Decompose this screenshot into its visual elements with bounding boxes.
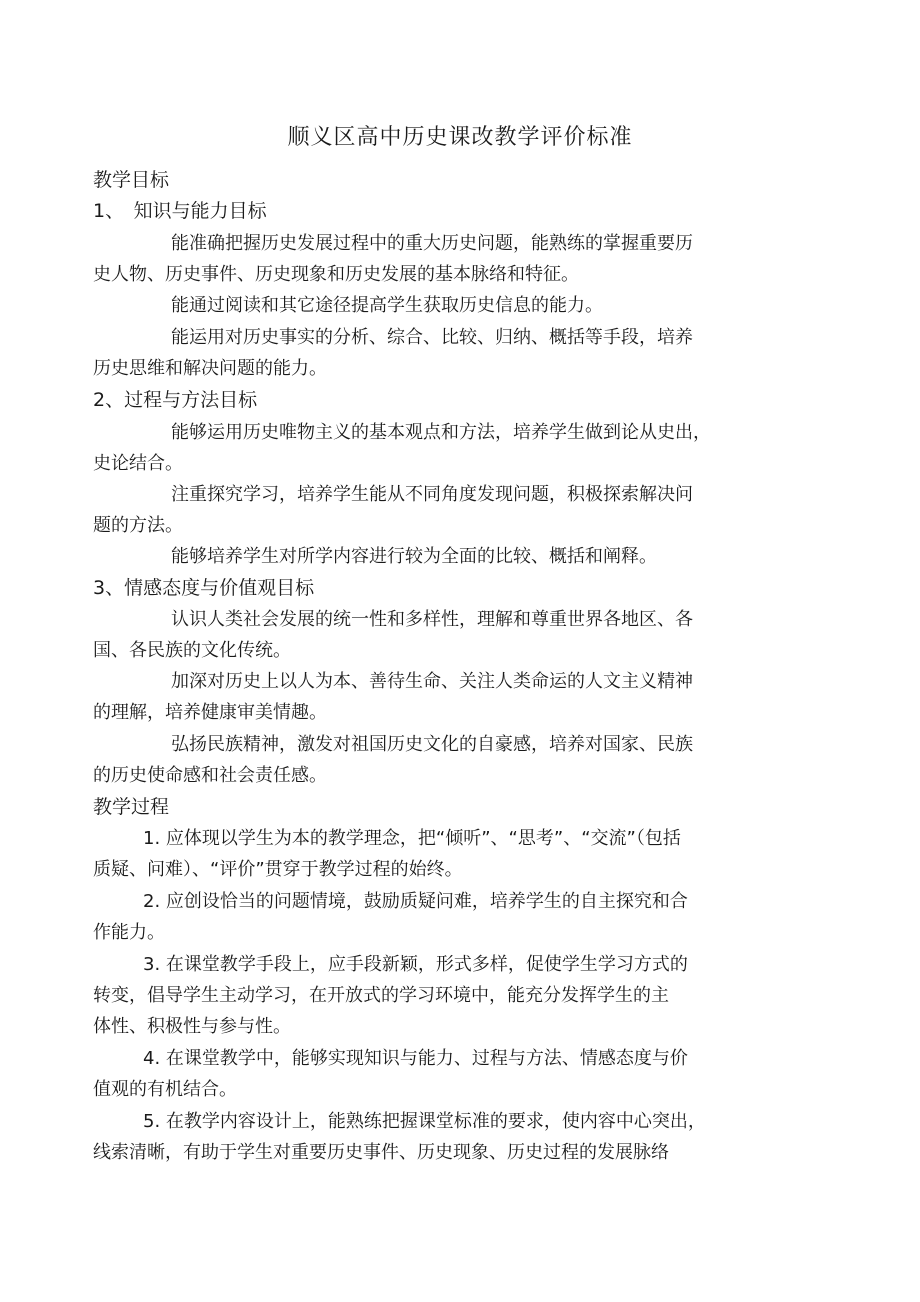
paragraph-line: 的历史使命感和社会责任感。 xyxy=(93,765,327,786)
paragraph-line: 转变，倡导学生主动学习，在开放式的学习环境中，能充分发挥学生的主 xyxy=(93,985,669,1006)
numbered-item-2: 2. 应创设恰当的问题情境，鼓励质疑问难，培养学生的自主探究和合 xyxy=(143,891,688,912)
numbered-item-5: 5. 在教学内容设计上，能熟练把握课堂标准的要求，使内容中心突出， xyxy=(143,1111,706,1132)
paragraph-line: 历史思维和解决问题的能力。 xyxy=(93,358,327,379)
subheading-process-method: 2、过程与方法目标 xyxy=(93,389,258,411)
paragraph-line: 的理解，培养健康审美情趣。 xyxy=(93,702,327,723)
paragraph-line: 能运用对历史事实的分析、综合、比较、归纳、概括等手段，培养 xyxy=(171,327,693,348)
paragraph-line: 能够培养学生对所学内容进行较为全面的比较、概括和阐释。 xyxy=(171,546,657,567)
paragraph-line: 题的方法。 xyxy=(93,515,183,536)
section-heading-teaching-goals: 教学目标 xyxy=(93,169,170,191)
paragraph-line: 线索清晰，有助于学生对重要历史事件、历史现象、历史过程的发展脉络 xyxy=(93,1142,669,1163)
paragraph-line: 史人物、历史事件、历史现象和历史发展的基本脉络和特征。 xyxy=(93,264,579,285)
paragraph-line: 国、各民族的文化传统。 xyxy=(93,640,291,661)
subheading-emotion-values: 3、情感态度与价值观目标 xyxy=(93,577,315,599)
paragraph-line: 认识人类社会发展的统一性和多样性，理解和尊重世界各地区、各 xyxy=(171,609,693,630)
paragraph-line: 史论结合。 xyxy=(93,453,183,474)
numbered-item-4: 4. 在课堂教学中，能够实现知识与能力、过程与方法、情感态度与价 xyxy=(143,1048,688,1069)
numbered-item-1: 1. 应体现以学生为本的教学理念，把“倾听”、“思考”、“交流”（包括 xyxy=(143,828,681,849)
paragraph-line: 加深对历史上以人为本、善待生命、关注人类命运的人文主义精神 xyxy=(171,671,693,692)
paragraph-line: 注重探究学习，培养学生能从不同角度发现问题，积极探索解决问 xyxy=(171,484,693,505)
paragraph-line: 能准确把握历史发展过程中的重大历史问题，能熟练的掌握重要历 xyxy=(171,233,693,254)
document-title: 顺义区高中历史课改教学评价标准 xyxy=(287,125,633,150)
paragraph-line: 作能力。 xyxy=(93,922,165,943)
paragraph-line: 体性、积极性与参与性。 xyxy=(93,1016,291,1037)
subheading-knowledge-ability: 1、 知识与能力目标 xyxy=(93,200,267,222)
numbered-item-3: 3. 在课堂教学手段上，应手段新颖，形式多样，促使学生学习方式的 xyxy=(143,954,688,975)
paragraph-line: 能通过阅读和其它途径提高学生获取历史信息的能力。 xyxy=(171,295,603,316)
paragraph-line: 质疑、问难）、“评价”贯穿于教学过程的始终。 xyxy=(93,859,463,880)
section-heading-teaching-process: 教学过程 xyxy=(93,796,170,818)
paragraph-line: 能够运用历史唯物主义的基本观点和方法，培养学生做到论从史出， xyxy=(171,422,711,443)
paragraph-line: 弘扬民族精神，激发对祖国历史文化的自豪感，培养对国家、民族 xyxy=(171,734,693,755)
paragraph-line: 值观的有机结合。 xyxy=(93,1079,237,1100)
